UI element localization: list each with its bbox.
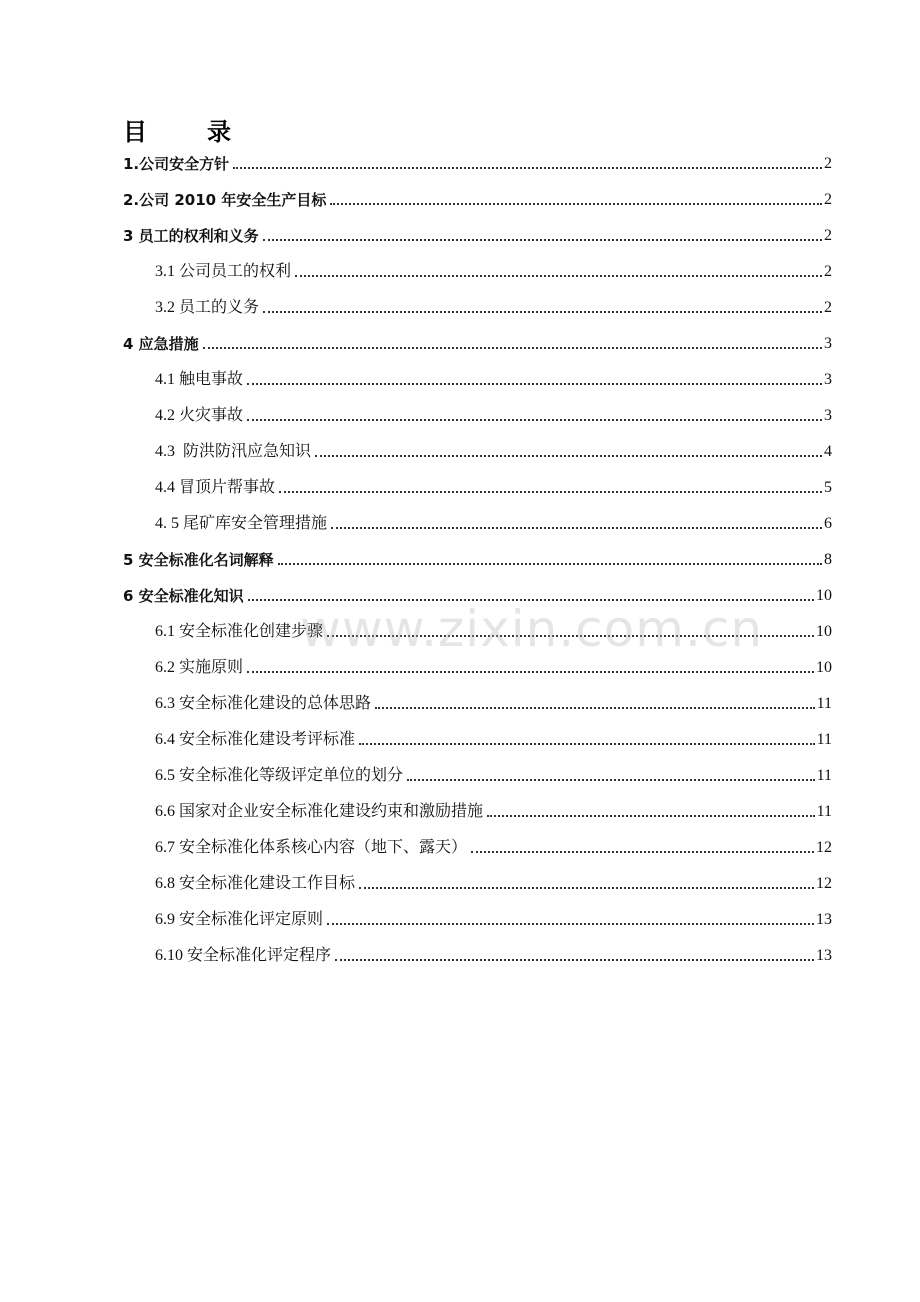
toc-entry-title: 6.7 安全标准化体系核心内容（地下、露天） [155, 839, 468, 856]
toc-entry[interactable] [123, 534, 832, 570]
toc-entry-page-number: 12 [816, 875, 832, 892]
toc-entry-leader-dots [331, 527, 822, 529]
toc-entry-title: 4. 5 尾矿库安全管理措施 [155, 515, 328, 532]
toc-entry[interactable] [123, 210, 832, 246]
toc-entry-leader-dots [327, 923, 814, 925]
toc-entry[interactable] [155, 390, 832, 426]
toc-entry-page-number: 3 [824, 407, 832, 424]
toc-entry-title: 1.公司安全方针 [123, 155, 230, 173]
toc-entry-page-number: 10 [816, 623, 832, 640]
toc-entry-title: 6.2 实施原则 [155, 659, 244, 676]
toc-entry[interactable] [155, 426, 832, 462]
toc-entry-title: 6 安全标准化知识 [123, 587, 244, 605]
toc-entry-leader-dots [330, 203, 822, 205]
toc-entry[interactable] [155, 354, 832, 390]
toc-entry[interactable] [155, 282, 832, 318]
toc-entry-leader-dots [233, 167, 822, 169]
toc-entry-leader-dots [471, 851, 814, 853]
toc-entry[interactable] [155, 822, 832, 858]
toc-entry-title: 6.9 安全标准化评定原则 [155, 911, 324, 928]
toc-entry[interactable] [155, 678, 832, 714]
toc-entry-leader-dots [278, 563, 822, 565]
toc-entry-title: 4.2 火灾事故 [155, 407, 244, 424]
toc-entry-page-number: 13 [816, 947, 832, 964]
toc-entry[interactable] [155, 786, 832, 822]
toc-entry-leader-dots [335, 959, 814, 961]
toc-entry[interactable] [123, 174, 832, 210]
toc-title-char-1: 目 [123, 118, 147, 146]
toc-entry-leader-dots [263, 239, 822, 241]
toc-entry-page-number: 2 [824, 155, 832, 172]
toc-entry[interactable] [155, 462, 832, 498]
toc-entry-page-number: 2 [824, 227, 832, 244]
toc-entry-page-number: 11 [816, 695, 832, 712]
toc-entry-page-number: 5 [824, 479, 832, 496]
toc-entry-page-number: 8 [824, 551, 832, 568]
toc-entry-page-number: 10 [816, 659, 832, 676]
toc-entry-title: 3 员工的权利和义务 [123, 227, 259, 245]
toc-entry-title: 6.10 安全标准化评定程序 [155, 947, 332, 964]
toc-entry-title: 5 安全标准化名词解释 [123, 551, 274, 569]
toc-entry-page-number: 4 [824, 443, 832, 460]
toc-entry-page-number: 3 [824, 335, 832, 352]
toc-entry-page-number: 11 [816, 767, 832, 784]
toc-entry-leader-dots [359, 743, 815, 745]
toc-entry-leader-dots [315, 455, 822, 457]
toc-entry[interactable] [155, 894, 832, 930]
toc-entry-leader-dots [203, 347, 822, 349]
toc-entry[interactable] [123, 570, 832, 606]
toc-entry-title: 6.4 安全标准化建设考评标准 [155, 731, 356, 748]
toc-entry-title: 6.3 安全标准化建设的总体思路 [155, 695, 372, 712]
toc-entry-leader-dots [375, 707, 815, 709]
toc-entry-title: 3.2 员工的义务 [155, 299, 260, 316]
toc-entry[interactable] [155, 930, 832, 966]
toc-entry-page-number: 12 [816, 839, 832, 856]
toc-entry[interactable] [155, 858, 832, 894]
toc-entry[interactable] [155, 714, 832, 750]
toc-entry-title: 6.6 国家对企业安全标准化建设约束和激励措施 [155, 803, 484, 820]
toc-entry-title: 4.1 触电事故 [155, 371, 244, 388]
toc-entry[interactable] [155, 750, 832, 786]
toc-entry[interactable] [155, 246, 832, 282]
toc-entry-page-number: 11 [816, 731, 832, 748]
toc-entry-title: 6.5 安全标准化等级评定单位的划分 [155, 767, 404, 784]
toc-entry-leader-dots [327, 635, 814, 637]
toc-entry-leader-dots [487, 815, 815, 817]
toc-entry-leader-dots [359, 887, 814, 889]
toc-entry[interactable] [155, 642, 832, 678]
toc-entry-page-number: 10 [816, 587, 832, 604]
toc-entry-leader-dots [295, 275, 822, 277]
toc-entry-leader-dots [247, 383, 822, 385]
toc-entry[interactable] [155, 498, 832, 534]
toc-entry[interactable] [123, 318, 832, 354]
toc-entry-leader-dots [407, 779, 815, 781]
toc-entry-leader-dots [247, 419, 822, 421]
toc-entry[interactable] [123, 138, 832, 174]
toc-entry-title: 4 应急措施 [123, 335, 199, 353]
toc-entry-title: 4.3 防洪防汛应急知识 [155, 443, 312, 460]
toc-entry-title: 6.1 安全标准化创建步骤 [155, 623, 324, 640]
toc-entry-title: 6.8 安全标准化建设工作目标 [155, 875, 356, 892]
toc-entry[interactable] [155, 606, 832, 642]
toc-entry-page-number: 6 [824, 515, 832, 532]
toc-entry-page-number: 11 [816, 803, 832, 820]
watermark: www.zixin.com.cn [300, 600, 764, 658]
toc-entry-page-number: 13 [816, 911, 832, 928]
toc-entry-page-number: 2 [824, 299, 832, 316]
toc-entry-title: 4.4 冒顶片帮事故 [155, 479, 276, 496]
toc-entry-page-number: 2 [824, 263, 832, 280]
toc-title-char-2: 录 [207, 118, 231, 146]
toc-entry-leader-dots [263, 311, 822, 313]
toc-entry-leader-dots [247, 671, 814, 673]
toc-entry-page-number: 2 [824, 191, 832, 208]
toc-entry-leader-dots [248, 599, 814, 601]
toc-entry-title: 2.公司 2010 年安全生产目标 [123, 191, 327, 209]
toc-entry-title: 3.1 公司员工的权利 [155, 263, 292, 280]
toc-entry-leader-dots [279, 491, 822, 493]
toc-entry-page-number: 3 [824, 371, 832, 388]
